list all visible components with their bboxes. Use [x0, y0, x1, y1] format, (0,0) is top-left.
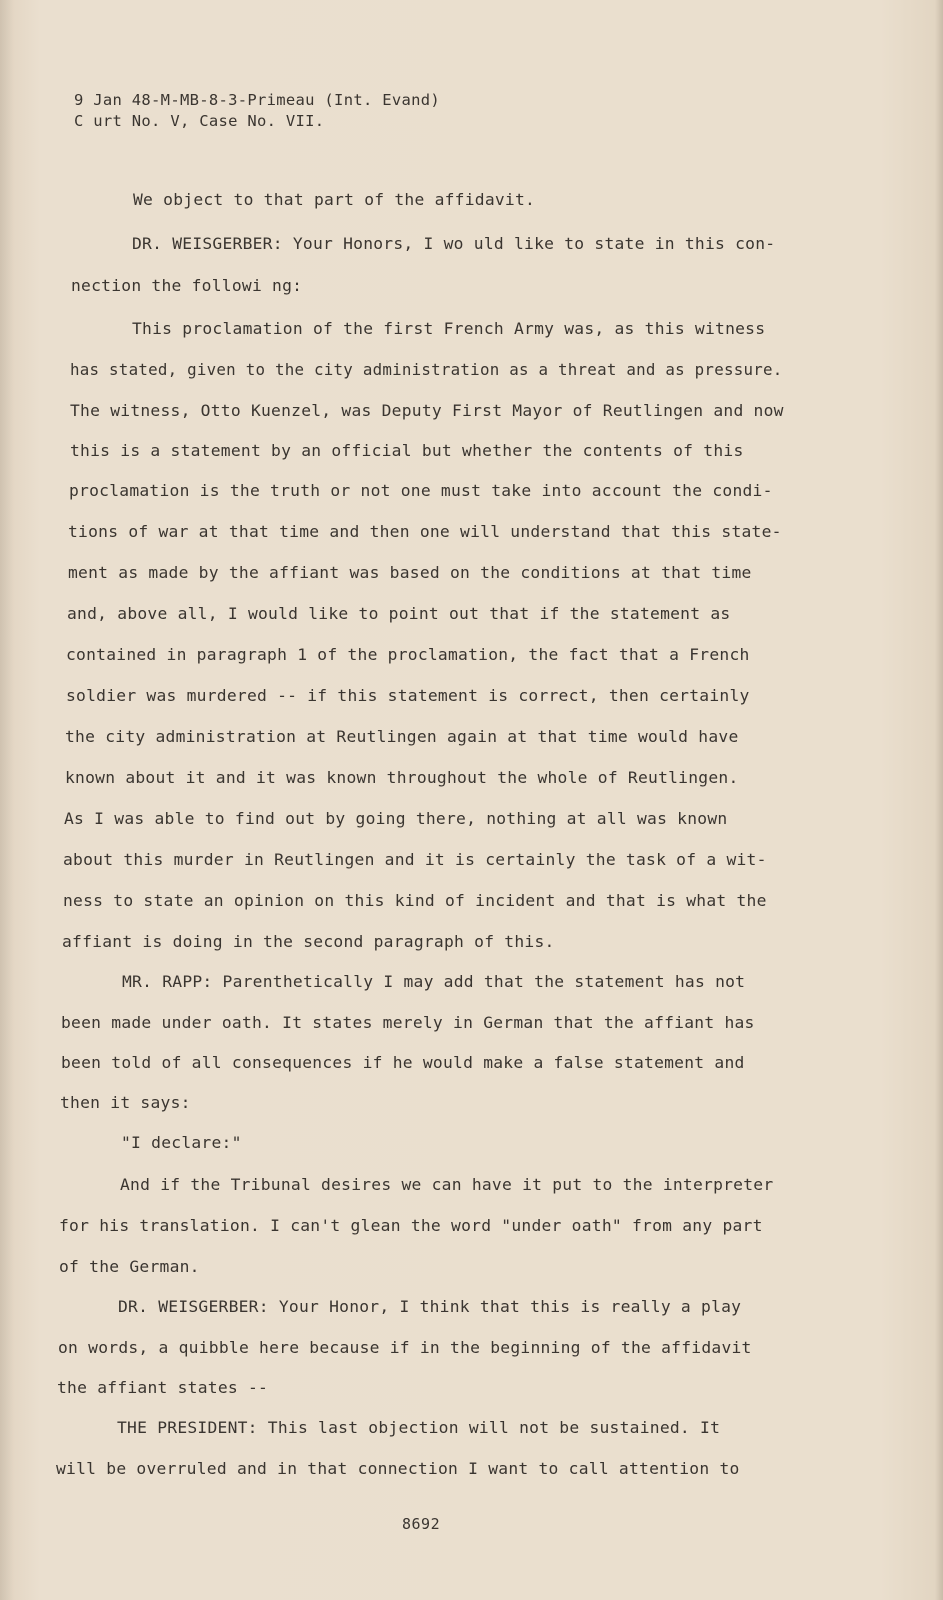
text-line: MR. RAPP: Parenthetically I may add that the statement has not: [122, 972, 746, 991]
text-line: DR. WEISGERBER: Your Honors, I wo uld like to state in this con-: [132, 234, 776, 253]
text-line: then it says:: [60, 1093, 191, 1112]
text-line: ness to state an opinion on this kind of incident and that is what the: [63, 891, 767, 910]
text-line: affiant is doing in the second paragraph of this.: [62, 932, 555, 951]
text-line: and, above all, I would like to point out that if the statement as: [67, 604, 731, 623]
text-line: the city administration at Reutlingen again at that time would have: [65, 727, 739, 746]
text-line: this is a statement by an official but whether the contents of this: [70, 441, 744, 460]
header-line-1: 9 Jan 48-M-MB-8-3-Primeau (Int. Evand): [74, 91, 441, 109]
text-line: tions of war at that time and then one will understand that this state-: [68, 522, 782, 541]
text-line: the affiant states --: [57, 1378, 269, 1397]
text-line: And if the Tribunal desires we can have it put to the interpreter: [120, 1175, 774, 1194]
text-line: ment as made by the affiant was based on the conditions at that time: [68, 563, 752, 582]
text-line: about this murder in Reutlingen and it is certainly the task of a wit-: [63, 850, 767, 869]
text-line: "I declare:": [121, 1133, 242, 1152]
text-line: This proclamation of the first French Army was, as this witness: [132, 319, 766, 338]
text-line: We object to that part of the affidavit.: [133, 190, 536, 209]
text-line: nection the followi ng:: [71, 276, 303, 295]
text-line: for his translation. I can't glean the word "under oath" from any part: [59, 1216, 763, 1235]
text-line: THE PRESIDENT: This last objection will not be sustained. It: [117, 1418, 721, 1437]
text-line: contained in paragraph 1 of the proclamation, the fact that a French: [66, 645, 750, 664]
text-line: known about it and it was known throughout the whole of Reutlingen.: [65, 768, 739, 787]
text-line: DR. WEISGERBER: Your Honor, I think that this is really a play: [118, 1297, 742, 1316]
text-line: on words, a quibble here because if in the beginning of the affidavit: [58, 1338, 752, 1357]
text-line: been made under oath. It states merely in German that the affiant has: [61, 1013, 755, 1032]
text-line: has stated, given to the city administration as a threat and as pressure.: [70, 360, 783, 379]
page-number: 8692: [402, 1515, 441, 1533]
text-line: of the German.: [59, 1257, 200, 1276]
text-line: The witness, Otto Kuenzel, was Deputy First Mayor of Reutlingen and now: [70, 401, 784, 420]
text-line: As I was able to find out by going there, nothing at all was known: [64, 809, 728, 828]
header-line-2: C urt No. V, Case No. VII.: [74, 112, 325, 130]
header: [74, 90, 440, 132]
text-line: proclamation is the truth or not one must take into account the condi-: [69, 481, 773, 500]
text-line: been told of all consequences if he would make a false statement and: [61, 1053, 745, 1072]
text-line: will be overruled and in that connection I want to call attention to: [56, 1459, 740, 1478]
text-line: soldier was murdered -- if this statement is correct, then certainly: [66, 686, 750, 705]
